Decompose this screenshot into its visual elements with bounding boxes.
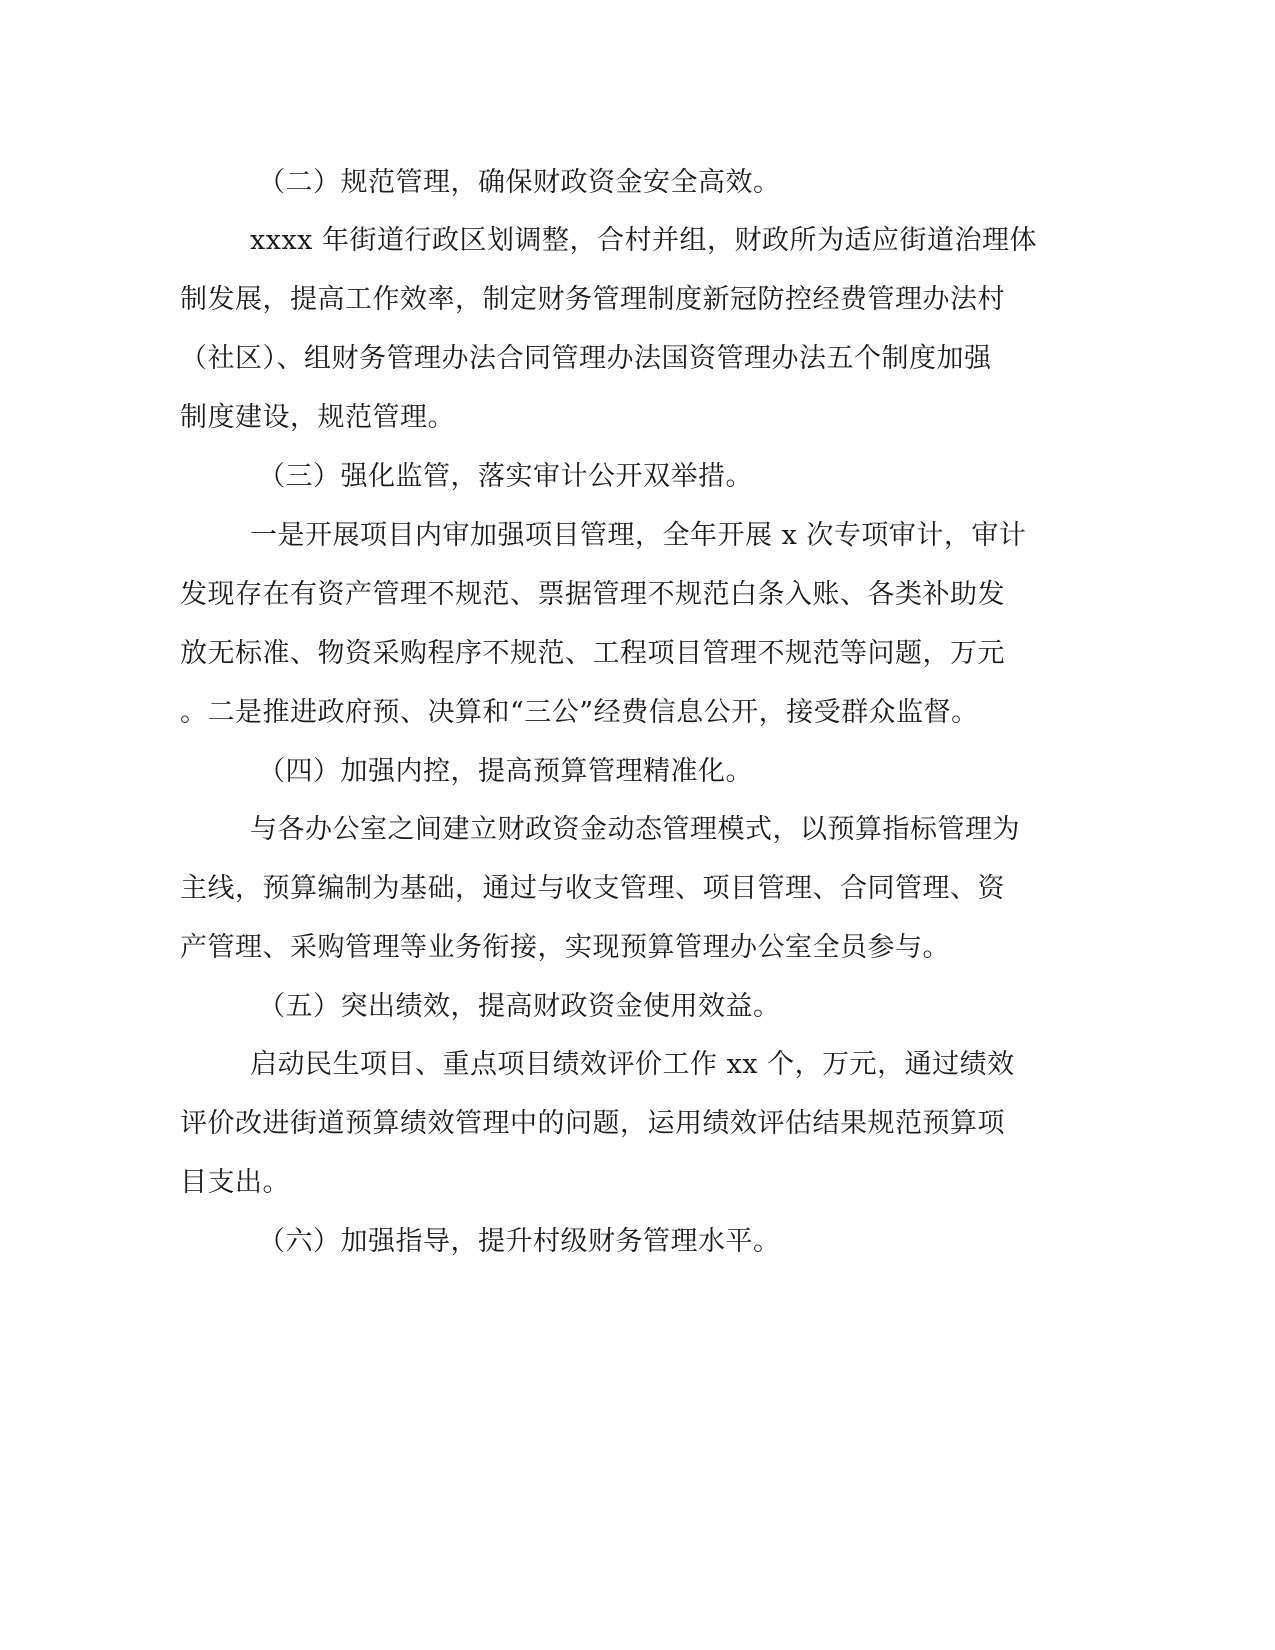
paragraph-line: 。二是推进政府预、决算和“三公”经费信息公开，接受群众监督。 — [180, 697, 979, 728]
paragraph-line: 与各办公室之间建立财政资金动态管理模式，以预算指标管理为 — [250, 814, 1020, 845]
paragraph-line: 目支出。 — [180, 1167, 290, 1198]
paragraph-line: 放无标准、物资采购程序不规范、工程项目管理不规范等问题，万元 — [180, 638, 1005, 669]
paragraph-line: 产管理、采购管理等业务衔接，实现预算管理办公室全员参与。 — [180, 932, 950, 963]
paragraph-line: 制度建设，规范管理。 — [180, 402, 455, 433]
section-heading-2: （二）规范管理，确保财政资金安全高效。 — [258, 167, 781, 198]
paragraph-line: 评价改进街道预算绩效管理中的问题，运用绩效评估结果规范预算项 — [180, 1108, 1005, 1139]
paragraph-line: xxxx 年街道行政区划调整，合村并组，财政所为适应街道治理体 — [250, 225, 1037, 256]
paragraph-line: 启动民生项目、重点项目绩效评价工作 xx 个，万元，通过绩效 — [250, 1049, 1015, 1080]
paragraph-line: 一是开展项目内审加强项目管理，全年开展 x 次专项审计，审计 — [250, 520, 1027, 551]
section-heading-3: （三）强化监管，落实审计公开双举措。 — [258, 461, 753, 492]
section-heading-5: （五）突出绩效，提高财政资金使用效益。 — [258, 991, 781, 1022]
section-heading-6: （六）加强指导，提升村级财务管理水平。 — [258, 1226, 781, 1257]
paragraph-line: 主线，预算编制为基础，通过与收支管理、项目管理、合同管理、资 — [180, 873, 1005, 904]
paragraph-line: 制发展，提高工作效率，制定财务管理制度新冠防控经费管理办法村 — [180, 284, 1005, 315]
paragraph-line: （社区）、组财务管理办法合同管理办法国资管理办法五个制度加强 — [180, 343, 992, 374]
section-heading-4: （四）加强内控，提高预算管理精准化。 — [258, 756, 753, 787]
paragraph-line: 发现存在有资产管理不规范、票据管理不规范白条入账、各类补助发 — [180, 579, 1005, 610]
